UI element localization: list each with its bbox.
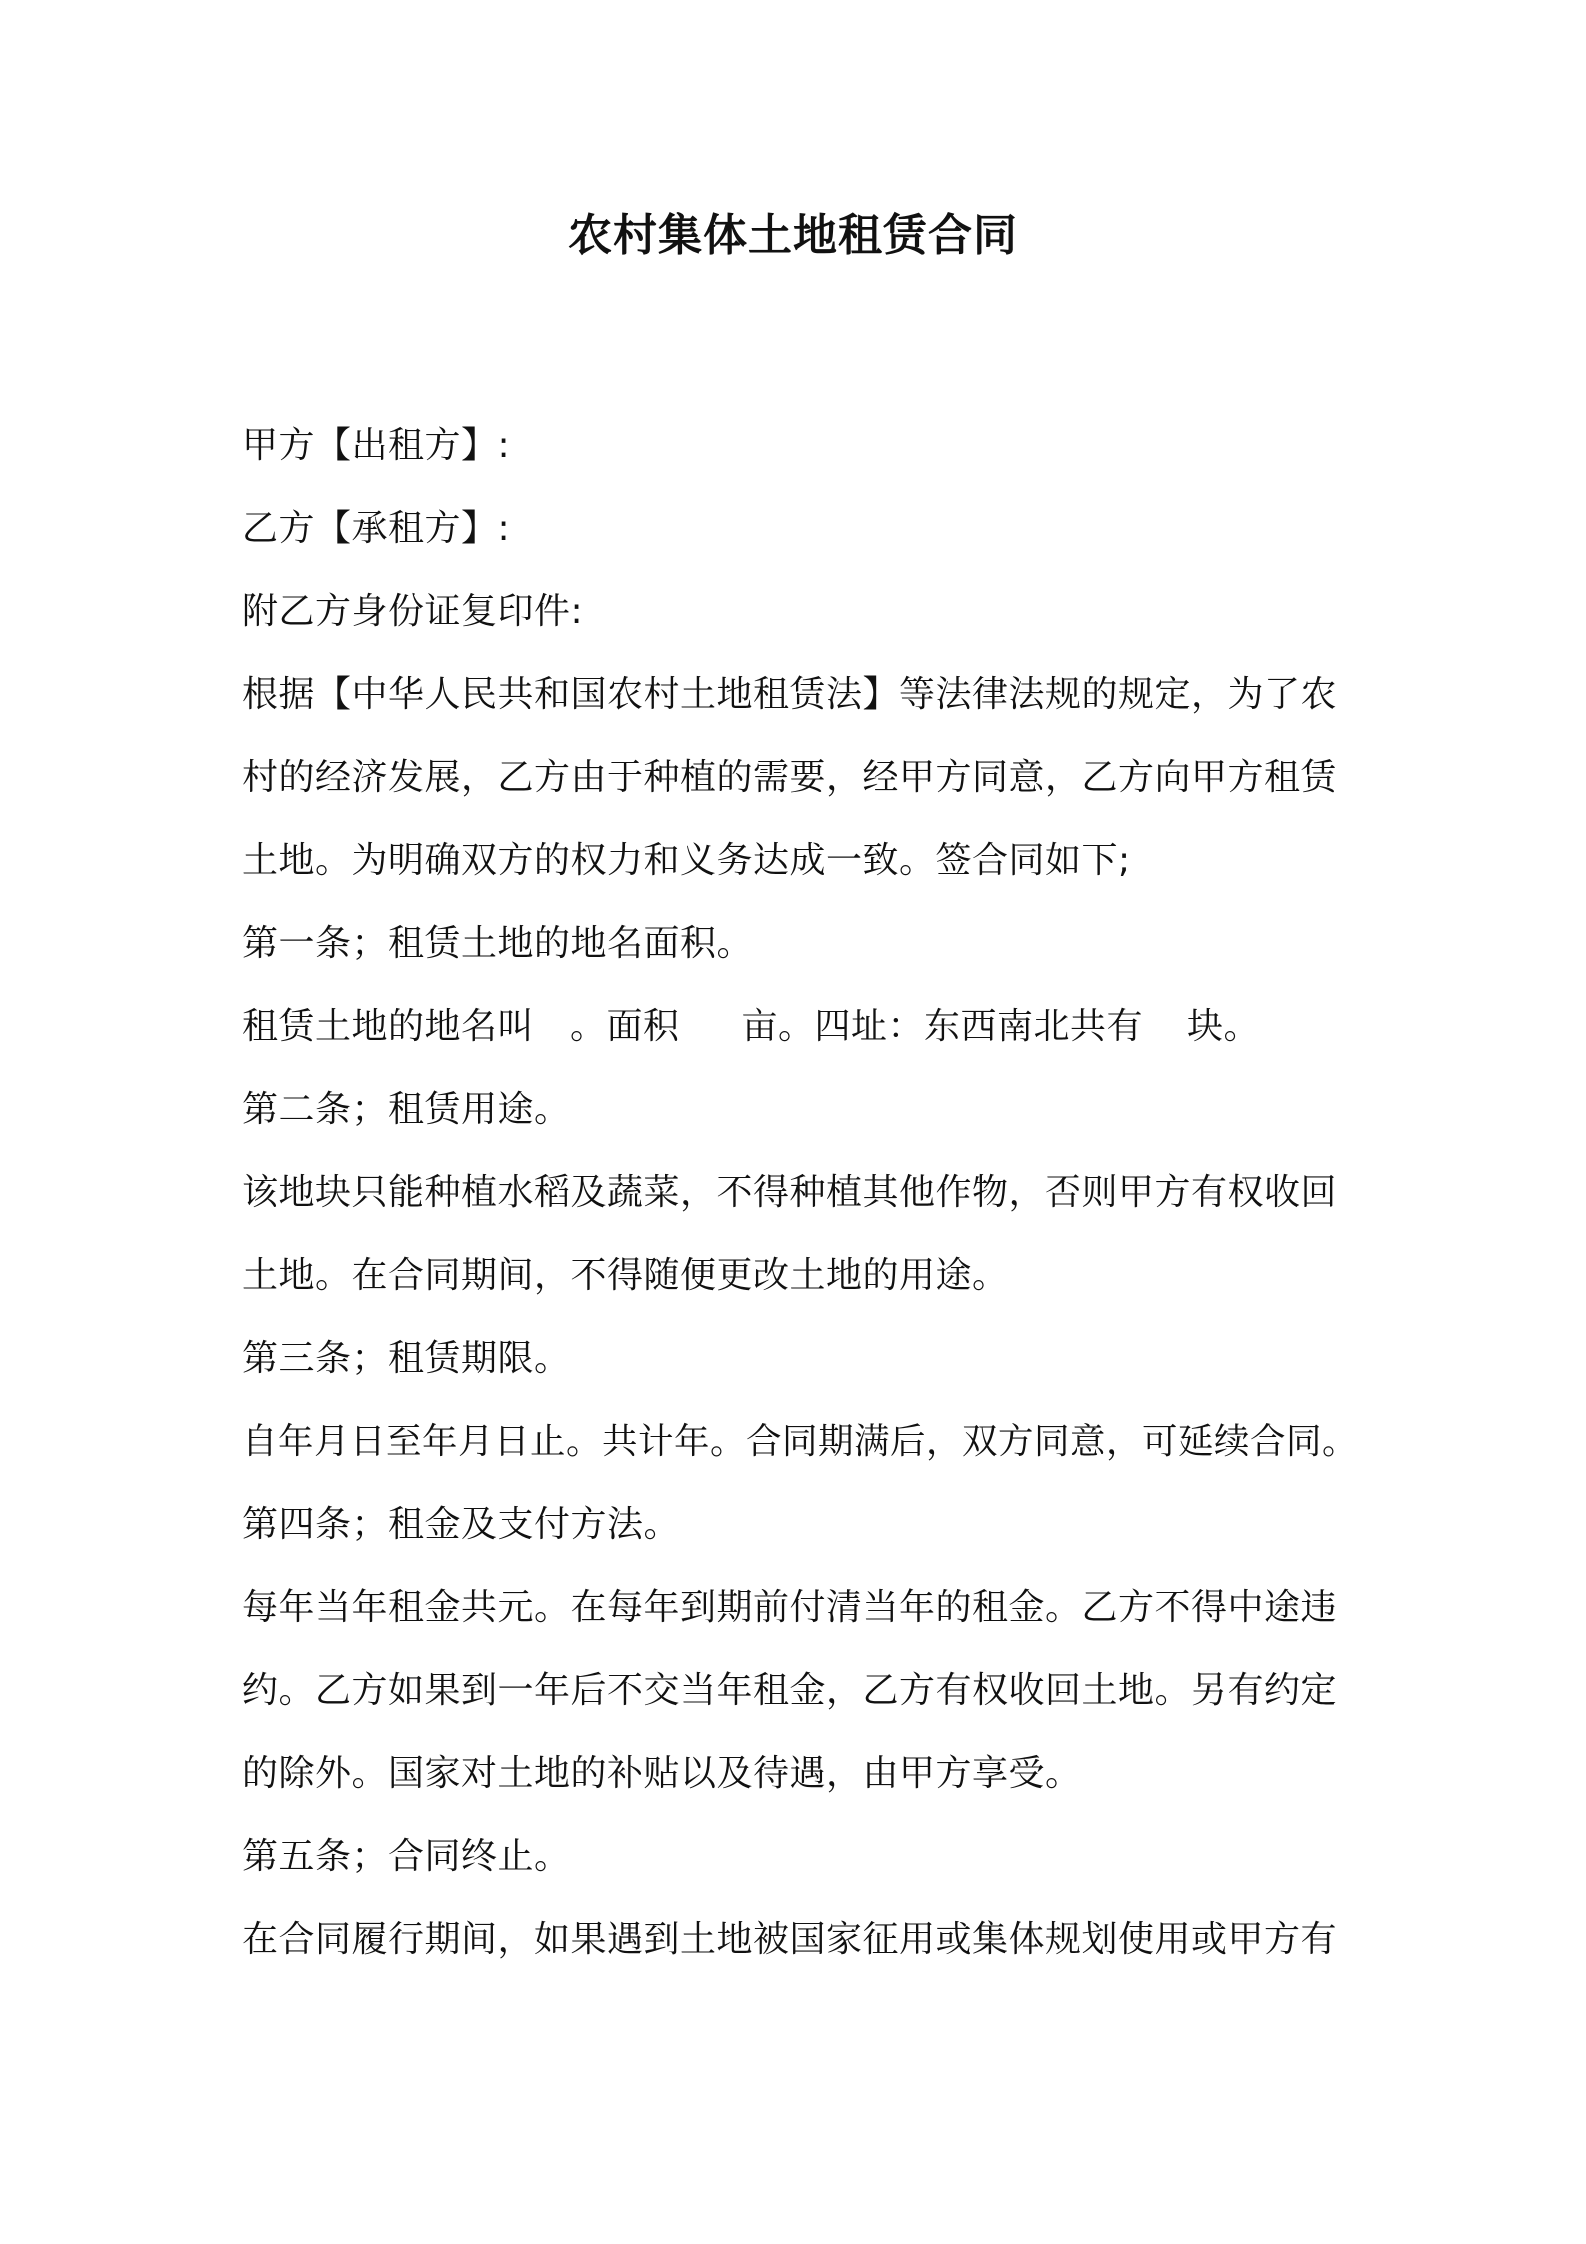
party-b-line: 乙方【承租方】: — [242, 508, 511, 549]
id-copy-line: 附乙方身份证复印件: — [242, 591, 584, 632]
plots-suffix: 块。 — [1187, 1006, 1261, 1047]
article-1-heading: 第一条；租赁土地的地名面积。 — [242, 923, 754, 964]
article-5-heading: 第五条；合同终止。 — [242, 1836, 571, 1877]
area-label: 。面积 — [570, 1006, 680, 1047]
article-4-body-1: 每年当年租金共元。在每年到期前付清当年的租金。乙方不得中途违 — [242, 1587, 1338, 1628]
preamble-line-3: 土地。为明确双方的权力和义务达成一致。签合同如下; — [242, 840, 1131, 881]
boundaries-label: 亩。四址：东西南北共有 — [741, 1006, 1144, 1047]
preamble-line-2: 村的经济发展，乙方由于种植的需要，经甲方同意，乙方向甲方租赁 — [242, 757, 1338, 798]
article-2-body-1: 该地块只能种植水稻及蔬菜，不得种植其他作物，否则甲方有权收回 — [242, 1172, 1338, 1213]
preamble-line-1: 根据【中华人民共和国农村土地租赁法】等法律法规的规定，为了农 — [242, 674, 1338, 715]
article-4-heading: 第四条；租金及支付方法。 — [242, 1504, 681, 1545]
document-title: 农村集体土地租赁合同 — [568, 210, 1018, 261]
article-3-heading: 第三条；租赁期限。 — [242, 1338, 571, 1379]
article-5-body-1: 在合同履行期间，如果遇到土地被国家征用或集体规划使用或甲方有 — [242, 1919, 1338, 1960]
party-a-line: 甲方【出租方】: — [242, 425, 511, 466]
article-2-heading: 第二条；租赁用途。 — [242, 1089, 571, 1130]
document-body — [242, 404, 1362, 1981]
article-1-body — [242, 985, 1362, 1068]
article-4-body-2: 约。乙方如果到一年后不交当年租金，乙方有权收回土地。另有约定 — [242, 1670, 1338, 1711]
article-3-body: 自年月日至年月日止。共计年。合同期满后，双方同意，可延续合同。 — [242, 1421, 1359, 1462]
article-2-body-2: 土地。在合同期间，不得随便更改土地的用途。 — [242, 1255, 1009, 1296]
article-4-body-3: 的除外。国家对土地的补贴以及待遇，由甲方享受。 — [242, 1753, 1082, 1794]
land-name-label: 租赁土地的地名叫 — [242, 1006, 535, 1047]
